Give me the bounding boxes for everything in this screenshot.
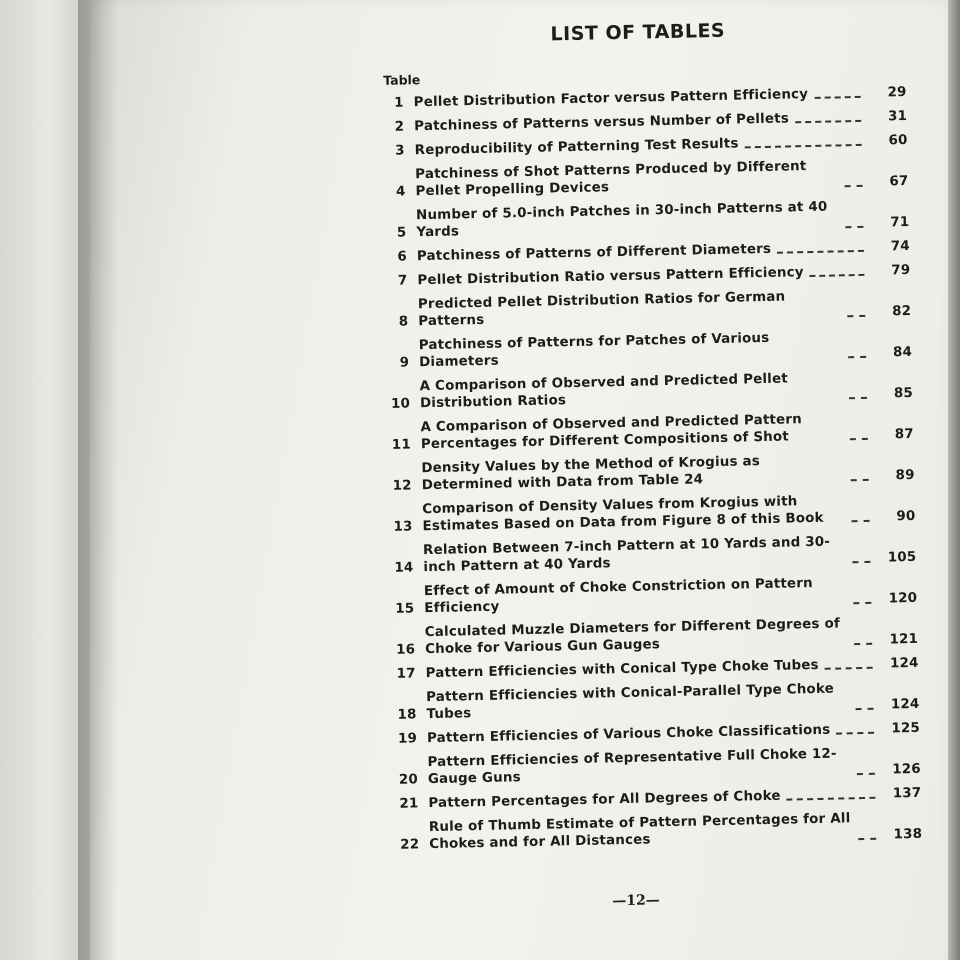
entry-page: 74 [890,238,911,255]
dot-leader [858,838,876,840]
entry-page: 84 [892,344,913,361]
toc-entry [363,132,908,160]
entry-page: 85 [893,385,914,402]
entry-title: Relation Between 7-inch Pattern at 10 Yards and 30-inch Pattern at 40 Yards [422,534,831,576]
toc-entry [367,327,913,372]
entry-title-wrap [415,157,869,200]
entry-title-wrap [426,680,880,723]
entry-title-wrap [424,574,878,617]
toc-entry [376,785,921,813]
entry-title: Patchiness of Patterns for Patches of Various Diameters [418,330,770,371]
toc-entry [372,573,918,618]
toc-entry [377,809,923,854]
facing-page [0,0,90,960]
entry-number: 14 [394,560,414,576]
dot-leader [795,120,861,123]
table-list [332,84,923,855]
entry-title-wrap [417,263,870,289]
dot-leader [745,144,862,148]
entry-title: Pattern Percentages for All Degrees of Choke [428,788,781,812]
page-title: LIST OF TABLES [550,19,726,46]
toc-entry [368,409,914,454]
entry-page: 89 [895,467,915,484]
entry-title-wrap [427,721,880,747]
entry-page: 121 [889,631,919,648]
entry-title-wrap [419,328,873,371]
entry-number: 10 [390,396,411,412]
page-edge [948,0,960,960]
toc-entry [374,655,919,683]
toc-entry [371,532,917,577]
toc-entry [373,614,919,659]
entry-title: A Comparison of Observed and Predicted Pellet Distribution Ratios [419,371,789,412]
toc-entry [365,238,910,266]
entry-page: 124 [889,655,919,672]
dot-leader [836,732,874,735]
entry-number: 17 [396,666,416,682]
entry-number: 22 [400,837,420,853]
entry-number: 2 [394,119,405,135]
dot-leader [814,96,861,99]
toc-entry [370,491,916,536]
entry-page: 125 [891,720,921,737]
entry-title: Rule of Thumb Estimate of Pattern Percentages for All Chokes and for All Distances [428,811,851,853]
toc-entry [374,679,920,724]
entry-title: Pattern Efficiencies of Various Choke Classifications [426,722,831,747]
toc-entry [369,450,915,495]
entry-page: 120 [888,590,918,607]
dot-leader [857,773,875,775]
entry-title: Number of 5.0-inch Patches in 30-inch Patterns at 40 Yards [415,199,828,241]
entry-number: 19 [397,731,418,747]
entry-title: A Comparison of Observed and Predicted Pattern Percentages for Different Compositions of Shot [420,412,803,453]
entry-page: 67 [889,173,909,190]
toc-entry [363,156,909,201]
entry-title-wrap [414,109,867,135]
entry-number: 11 [391,437,412,453]
dot-leader [852,561,870,563]
entry-number: 8 [398,314,409,330]
entry-title-wrap [421,451,875,494]
entry-page: 138 [893,826,923,843]
spine-shadow [78,0,118,960]
entry-number: 13 [393,519,413,535]
dot-leader [850,438,868,440]
dot-leader [852,520,870,522]
entry-title: Calculated Muzzle Diameters for Different Degrees of Choke for Various Gun Gauges [424,616,841,658]
dot-leader [853,602,871,604]
entry-title: Pattern Efficiencies of Representative Full Choke 12-Gauge Guns [427,746,837,788]
dot-leader [847,315,865,317]
toc-entry [362,108,907,136]
entry-number: 15 [395,601,415,617]
entry-page: 82 [892,303,912,320]
page-content [330,12,924,929]
entry-page: 31 [887,108,908,125]
entry-page: 126 [892,761,921,778]
entry-page: 79 [891,262,911,279]
dot-leader [845,226,863,228]
dot-leader [787,797,876,801]
entry-number: 7 [397,273,408,289]
entry-title-wrap [417,239,870,265]
entry-title: Patchiness of Shot Patterns Produced by Different Pellet Propelling Devices [415,159,807,200]
entry-title-wrap [427,745,881,788]
dot-leader [856,708,874,710]
entry-title: Reproducibility of Patterning Test Results [414,136,739,159]
entry-title-wrap [428,786,881,812]
entry-title: Patchiness of Patterns versus Number of Pellets [414,111,790,135]
entry-title-wrap [416,198,870,241]
entry-title: Pellet Distribution Ratio versus Pattern Efficiency [417,265,804,289]
column-heading: Table [383,72,421,88]
entry-page: 87 [894,426,914,443]
entry-title: Pattern Efficiencies with Conical Type Choke Tubes [425,657,819,682]
dot-leader [777,250,864,254]
toc-entry [375,744,921,789]
entry-title-wrap [418,287,872,330]
entry-page: 124 [890,696,920,713]
entry-number: 6 [397,249,408,265]
entry-page: 90 [896,508,916,525]
entry-number: 3 [395,143,405,159]
entry-title: Predicted Pellet Distribution Ratios for German Patterns [417,289,786,330]
entry-title-wrap [429,810,883,853]
dot-leader [845,185,863,187]
entry-number: 20 [398,772,419,788]
page-number: —12— [612,892,660,910]
entry-title: Density Values by the Method of Krogius as Determined with Data from Table 24 [421,454,761,494]
entry-title-wrap [425,615,879,658]
toc-entry [368,368,914,413]
entry-number: 1 [394,95,404,111]
dot-leader [854,643,872,645]
entry-title-wrap [422,492,876,535]
toc-entry [375,720,920,748]
entry-title-wrap [420,410,874,453]
entry-number: 9 [399,355,410,371]
toc-entry [364,197,910,242]
dot-leader [810,274,865,277]
entry-page: 137 [892,785,922,802]
entry-number: 16 [395,642,416,658]
dot-leader [851,479,869,481]
entry-title: Patchiness of Patterns of Different Diameters [416,241,772,265]
entry-title: Comparison of Density Values from Krogius with Estimates Based on Data from Figure 8 of this Book [422,494,824,535]
entry-number: 12 [392,478,412,494]
entry-title-wrap [415,133,868,159]
dot-leader [848,356,866,358]
entry-number: 18 [397,707,417,723]
entry-title: Effect of Amount of Choke Constriction on Pattern Efficiency [423,576,813,617]
entry-title: Pellet Distribution Factor versus Pattern Efficiency [413,87,809,111]
entry-number: 4 [395,184,406,200]
entry-page: 105 [887,549,917,566]
entry-title-wrap [423,533,877,576]
entry-number: 21 [399,796,419,812]
dot-leader [825,667,873,670]
toc-entry [366,286,912,331]
dot-leader [849,397,867,399]
entry-title-wrap [426,656,879,682]
entry-page: 60 [888,132,908,149]
entry-number: 5 [396,225,407,241]
entry-title: Pattern Efficiencies with Conical-Parallel Type Choke Tubes [426,681,835,723]
entry-title-wrap [420,369,874,412]
entry-page: 29 [887,84,907,101]
entry-page: 71 [890,214,910,231]
toc-entry [365,262,910,290]
